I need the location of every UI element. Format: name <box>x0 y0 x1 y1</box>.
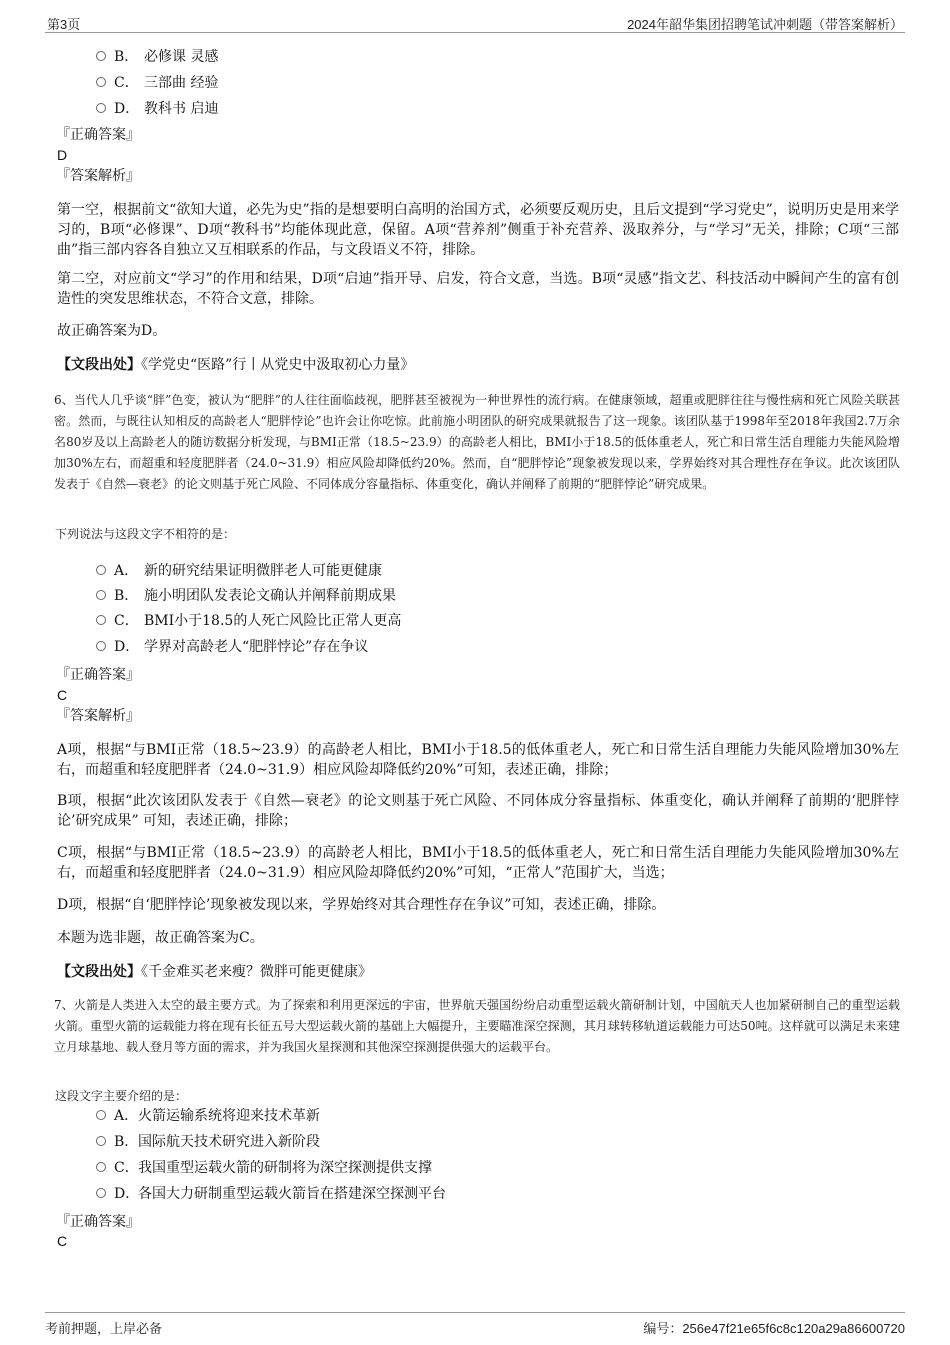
analysis-label: 『答案解析』 <box>56 708 140 724</box>
answer-value: C <box>57 1233 68 1249</box>
page-header <box>45 12 905 33</box>
analysis-conclusion: 本题为选非题，故正确答案为C。 <box>57 930 264 946</box>
option-d[interactable]: D． 学界对高龄老人“肥胖悖论”存在争议 <box>96 637 368 657</box>
radio-icon[interactable] <box>96 615 106 625</box>
question-text: 7、火箭是人类进入太空的最主要方式。为了探索和利用更深远的宇宙，世界航天强国纷纷启动重型运载火箭研制计划，中国航天人也加紧研制自己的重型运载火箭。重型火箭的运载能力将在现有长征五号大型运载火箭的基础上大幅提升，主要瞄准深空探测，其月球转移轨道运载能力可达50吨。这样就可以满足未来建立月球基地、载人登月等方面的需求，并为我国火星探测和其他深空探测提供强大的运载平台。 <box>54 998 900 1054</box>
source-citation: 【文段出处】《千金难买老来瘦？微胖可能更健康》 <box>57 964 372 980</box>
option-a[interactable]: A．火箭运输系统将迎来技术革新 <box>96 1106 320 1126</box>
radio-icon[interactable] <box>96 1136 106 1146</box>
answer-value: D <box>57 147 68 163</box>
answer-label: 『正确答案』 <box>56 127 140 143</box>
option-b[interactable]: B． 施小明团队发表论文确认并阐释前期成果 <box>96 586 396 606</box>
analysis-paragraph: 第二空，对应前文“学习”的作用和结果，D项“启迪”指开导、启发，符合文意，当选。B项“灵感”指文艺、科技活动中瞬间产生的富有创造性的突发思维状态，不符合文意，排除。 <box>57 271 899 307</box>
radio-icon[interactable] <box>96 1110 106 1120</box>
option-c[interactable]: C． BMI小于18.5的人死亡风险比正常人更高 <box>96 611 401 631</box>
question-text: 6、当代人几乎谈“胖”色变，被认为“肥胖”的人往往面临歧视，肥胖甚至被视为一种世界性的流行病。在健康领域，超重或肥胖往往与慢性病和死亡风险关联甚密。然而，与既往认知相反的高龄老人“肥胖悖论”也许会让你吃惊。此前施小明团队的研究成果就报告了这一现象。该团队基于1998年至2018年我国2.7万余名80岁及以上高龄老人的随访数据分析发现，与BMI正常（18.5~23.9）的高龄老人相比，BMI小于18.5的低体重老人，死亡和日常生活自理能力失能风险增加30%左右，而超重和轻度肥胖者（24.0~31.9）相应风险却降低约20%。然而，自“肥胖悖论”现象被发现以来，学界始终对其合理性存在争议。此次该团队发表于《自然—衰老》的论文则基于死亡风险、不同体成分容量指标、体重变化，确认并阐释了前期的“肥胖悖论”研究成果。 <box>54 393 900 491</box>
option-a[interactable]: A． 新的研究结果证明微胖老人可能更健康 <box>96 561 382 581</box>
answer-label: 『正确答案』 <box>56 667 140 683</box>
source-citation: 【文段出处】《学党史“医路”行丨从党史中汲取初心力量》 <box>57 357 415 373</box>
option-d[interactable]: D． 教科书 启迪 <box>96 99 218 119</box>
answer-label: 『正确答案』 <box>56 1214 140 1230</box>
option-b[interactable]: B． 必修课 灵感 <box>96 47 218 67</box>
option-b[interactable]: B．国际航天技术研究进入新阶段 <box>96 1132 320 1152</box>
document-title: 2024年韶华集团招聘笔试冲刺题（带答案解析） <box>627 17 903 32</box>
document-id: 编号：256e47f21e65f6c8c120a29a86600720 <box>643 1321 905 1336</box>
radio-icon[interactable] <box>96 565 106 575</box>
option-c[interactable]: C．我国重型运载火箭的研制将为深空探测提供支撑 <box>96 1158 432 1178</box>
analysis-paragraph: C项，根据“与BMI正常（18.5~23.9）的高龄老人相比，BMI小于18.5的低体重老人，死亡和日常生活自理能力失能风险增加30%左右，而超重和轻度肥胖者（24.0~31.9）相应风险却降低约20%”可知，“正常人”范围扩大，当选； <box>57 845 899 881</box>
radio-icon[interactable] <box>96 1162 106 1172</box>
analysis-paragraph: A项，根据“与BMI正常（18.5~23.9）的高龄老人相比，BMI小于18.5的低体重老人，死亡和日常生活自理能力失能风险增加30%左右，而超重和轻度肥胖者（24.0~31.9）相应风险却降低约20%”可知，表述正确，排除； <box>57 742 899 778</box>
page-number: 第3页 <box>47 17 81 32</box>
radio-icon[interactable] <box>96 77 106 87</box>
page-footer <box>45 1312 905 1337</box>
radio-icon[interactable] <box>96 51 106 61</box>
analysis-paragraph: B项，根据“此次该团队发表于《自然—衰老》的论文则基于死亡风险、不同体成分容量指标、体重变化，确认并阐释了前期的‘肥胖悖论’研究成果” 可知，表述正确，排除； <box>57 793 899 829</box>
option-d[interactable]: D．各国大力研制重型运载火箭旨在搭建深空探测平台 <box>96 1184 446 1204</box>
question-prompt: 这段文字主要介绍的是： <box>55 1089 188 1103</box>
footer-slogan: 考前押题，上岸必备 <box>45 1321 163 1336</box>
option-c[interactable]: C． 三部曲 经验 <box>96 73 218 93</box>
analysis-paragraph: 第一空，根据前文“欲知大道，必先为史”指的是想要明白高明的治国方式，必须要反观历史，且后文提到“学习党史”，说明历史是用来学习的，B项“必修课”、D项“教科书”均能体现此意，保留。A项“营养剂”侧重于补充营养、汲取养分，与“学习”无关，排除；C项“三部曲”指三部内容各自独立又互相联系的作品，与文段语义不符，排除。 <box>57 202 899 258</box>
radio-icon[interactable] <box>96 641 106 651</box>
radio-icon[interactable] <box>96 1188 106 1198</box>
analysis-paragraph: D项，根据“自‘肥胖悖论’现象被发现以来，学界始终对其合理性存在争议”可知，表述正确，排除。 <box>57 897 666 913</box>
radio-icon[interactable] <box>96 103 106 113</box>
question-prompt: 下列说法与这段文字不相符的是： <box>55 527 236 541</box>
analysis-label: 『答案解析』 <box>56 168 140 184</box>
answer-value: C <box>57 687 68 703</box>
radio-icon[interactable] <box>96 590 106 600</box>
analysis-conclusion: 故正确答案为D。 <box>57 323 167 339</box>
